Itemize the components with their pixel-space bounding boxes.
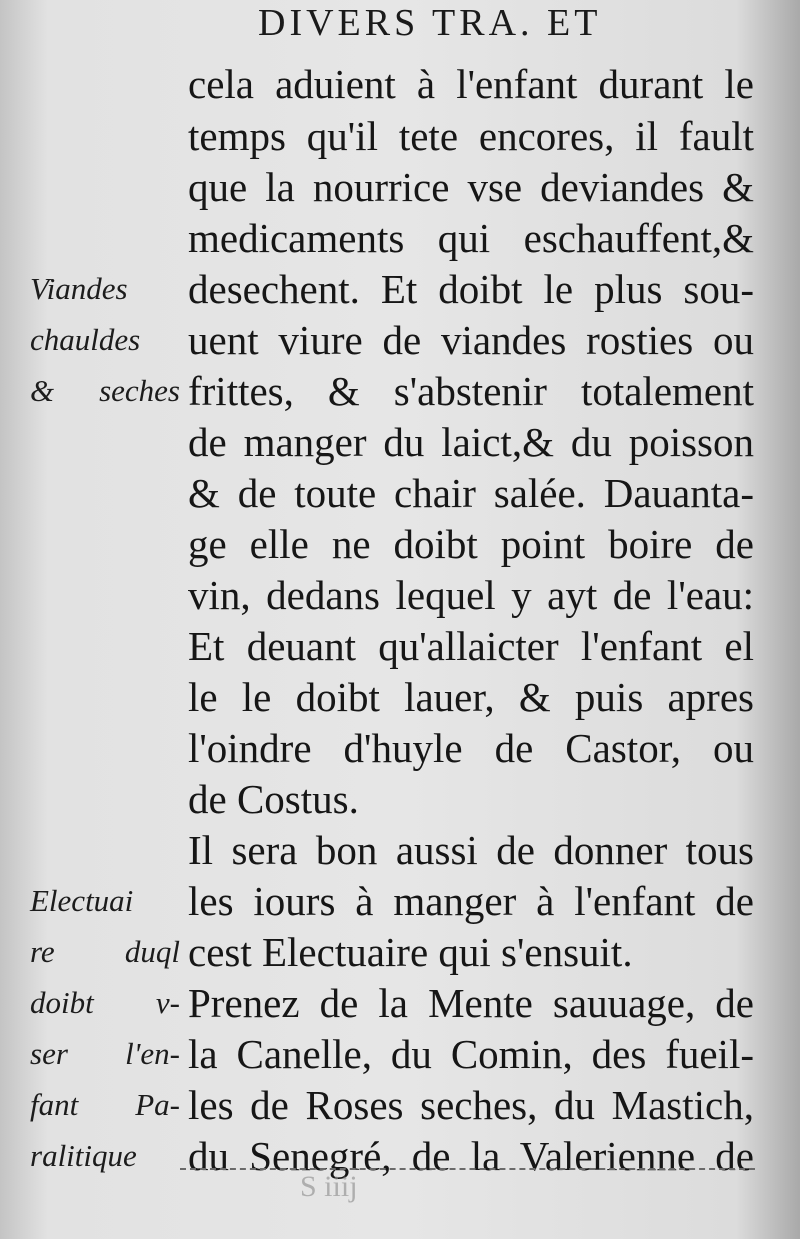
text-line-4: medicaments qui eschauffent,& — [188, 215, 754, 261]
text-line-13: le le doibt lauer, & puis apres — [188, 674, 754, 720]
text-line-12: Et deuant qu'allaicter l'enfant el — [188, 623, 754, 669]
margin-note-8: fant Pa- — [30, 1087, 180, 1122]
text-line-8: de manger du laict,& du poisson — [188, 419, 754, 465]
text-line-10: ge elle ne doibt point boire de — [188, 521, 754, 567]
text-line-15: de Costus. — [188, 776, 359, 822]
margin-note-7: ser l'en- — [30, 1036, 180, 1071]
text-line-21: les de Roses seches, du Mastich, — [188, 1082, 754, 1128]
text-line-17: les iours à manger à l'enfant de — [188, 878, 754, 924]
page-bottom-rule — [180, 1168, 755, 1170]
margin-note-2: chauldes — [30, 322, 141, 357]
text-line-22: du Senegré, de la Valerienne de — [188, 1133, 754, 1179]
text-line-6: uent viure de viandes rosties ou — [188, 317, 754, 363]
margin-note-1: Viandes — [30, 271, 128, 306]
margin-note-5: re duql — [30, 934, 180, 969]
margin-note-9: ralitique — [30, 1138, 137, 1173]
text-line-9: & de toute chair salée. Dauanta- — [188, 470, 754, 516]
text-line-19: Prenez de la Mente sauuage, de — [188, 980, 754, 1026]
margin-note-4: Electuai — [30, 883, 134, 918]
margin-note-6: doibt v- — [30, 985, 180, 1020]
text-line-7: frittes, & s'abstenir totalement — [188, 368, 754, 414]
text-line-3: que la nourrice vse deviandes & — [188, 164, 754, 210]
text-line-14: l'oindre d'huyle de Castor, ou — [188, 725, 754, 771]
text-line-1: cela aduient à l'enfant durant le — [188, 61, 754, 107]
text-line-5: desechent. Et doibt le plus sou- — [188, 266, 754, 312]
text-line-20: la Canelle, du Comin, des fueil- — [188, 1031, 754, 1077]
text-line-11: vin, dedans lequel y ayt de l'eau: — [188, 572, 754, 618]
text-line-16: Il sera bon aussi de donner tous — [188, 827, 754, 873]
running-header: DIVERS TRA. ET — [258, 2, 602, 44]
margin-note-3: & seches — [30, 373, 180, 408]
text-line-2: temps qu'il tete encores, il fault — [188, 113, 754, 159]
signature-mark: S iiij — [300, 1170, 358, 1203]
text-line-18: cest Electuaire qui s'ensuit. — [188, 929, 633, 975]
